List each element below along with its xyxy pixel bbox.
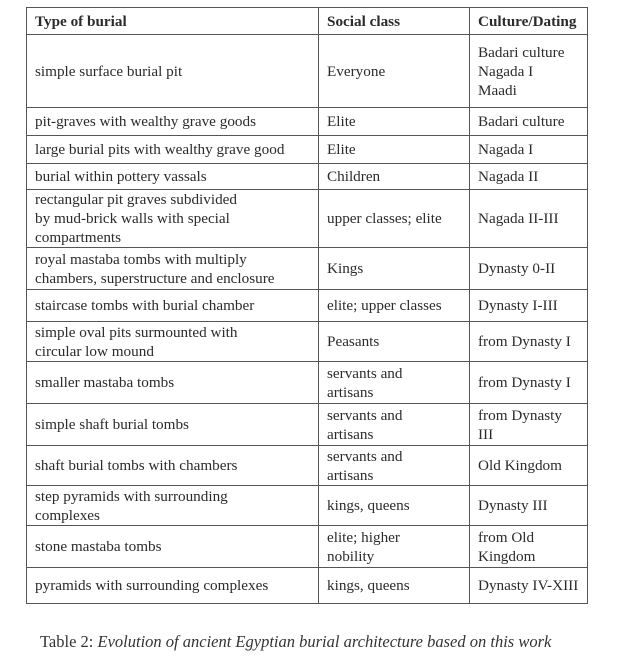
cell-type-of-burial-text: staircase tombs with burial chamber: [35, 297, 255, 314]
cell-culture-dating: [470, 446, 588, 486]
cell-culture-dating-text: from Dynasty I: [478, 374, 571, 391]
cell-type-of-burial: [27, 35, 319, 108]
cell-social-class: [319, 190, 470, 248]
cell-culture-dating-text: from Old Kingdom: [478, 528, 536, 565]
cell-culture-dating: [470, 248, 588, 290]
cell-culture-dating-text: Dynasty 0-II: [478, 260, 556, 277]
cell-type-of-burial: [27, 362, 319, 404]
cell-culture-dating: [470, 35, 588, 108]
cell-type-of-burial-text: pit-graves with wealthy grave goods: [35, 113, 257, 130]
cell-type-of-burial-text: shaft burial tombs with chambers: [35, 457, 238, 474]
cell-social-class: [319, 486, 470, 526]
cell-type-of-burial-text: step pyramids with surrounding complexes: [35, 487, 228, 524]
cell-social-class-text: Kings: [327, 260, 364, 277]
header-culture-dating: Culture/Dating: [470, 8, 588, 35]
cell-social-class-text: servants and artisans: [327, 447, 403, 484]
cell-culture-dating-text: Nagada II: [478, 168, 539, 185]
cell-culture-dating: [470, 190, 588, 248]
cell-social-class: [319, 290, 470, 322]
burial-table: [26, 7, 588, 604]
cell-culture-dating: [470, 404, 588, 446]
cell-social-class-text: Everyone: [327, 62, 386, 80]
table-body: [27, 35, 588, 604]
cell-social-class-text: elite; upper classes: [327, 297, 442, 314]
caption-label: Table 2:: [40, 632, 98, 651]
cell-type-of-burial: [27, 526, 319, 568]
cell-culture-dating: [470, 108, 588, 136]
cell-culture-dating-text: Badari culture: [478, 113, 565, 130]
cell-type-of-burial-text: burial within pottery vassals: [35, 168, 207, 185]
cell-culture-dating: [470, 290, 588, 322]
cell-social-class: [319, 248, 470, 290]
cell-culture-dating-text: from Dynasty III: [478, 406, 562, 443]
cell-social-class-text: elite; higher nobility: [327, 528, 400, 565]
cell-social-class-text: servants and artisans: [327, 406, 403, 443]
cell-type-of-burial-text: royal mastaba tombs with multiply chambers, superstructure and enclosure: [35, 250, 275, 287]
cell-type-of-burial-text: smaller mastaba tombs: [35, 374, 175, 391]
cell-type-of-burial-text: stone mastaba tombs: [35, 538, 162, 555]
cell-culture-dating-text: Dynasty IV-XIII: [478, 577, 579, 594]
cell-type-of-burial-text: rectangular pit graves subdivided by mud-brick walls with special compartments: [35, 191, 238, 246]
cell-culture-dating-text: Badari culture Nagada I Maadi: [478, 43, 565, 99]
cell-social-class: [319, 362, 470, 404]
cell-type-of-burial-text: large burial pits with wealthy grave good: [35, 141, 285, 158]
cell-social-class-text: Peasants: [327, 333, 380, 350]
header-social-class: Social class: [319, 8, 470, 35]
header-type-of-burial: Type of burial: [27, 8, 319, 35]
cell-social-class: [319, 108, 470, 136]
cell-culture-dating-text: Dynasty III: [478, 497, 548, 514]
cell-culture-dating: [470, 362, 588, 404]
cell-type-of-burial: [27, 290, 319, 322]
cell-type-of-burial: [27, 136, 319, 164]
table-row: [27, 136, 588, 164]
cell-type-of-burial: [27, 486, 319, 526]
table-row: [27, 404, 588, 446]
cell-type-of-burial: [27, 404, 319, 446]
table-row: [27, 35, 588, 108]
cell-social-class-text: kings, queens: [327, 577, 410, 594]
cell-social-class-text: Elite: [327, 141, 356, 158]
cell-culture-dating: [470, 526, 588, 568]
cell-culture-dating-text: Nagada I: [478, 141, 534, 158]
table-row: [27, 362, 588, 404]
cell-social-class: [319, 526, 470, 568]
cell-type-of-burial: [27, 248, 319, 290]
cell-social-class: [319, 322, 470, 362]
cell-type-of-burial: [27, 108, 319, 136]
cell-social-class: [319, 164, 470, 190]
cell-type-of-burial: [27, 190, 319, 248]
cell-culture-dating-text: from Dynasty I: [478, 333, 571, 350]
table-row: [27, 164, 588, 190]
cell-type-of-burial: [27, 164, 319, 190]
table-row: [27, 526, 588, 568]
cell-social-class: [319, 404, 470, 446]
cell-culture-dating: [470, 568, 588, 604]
table-caption: [40, 632, 600, 652]
table-row: [27, 568, 588, 604]
table-row: [27, 190, 588, 248]
table-row: [27, 486, 588, 526]
cell-social-class: [319, 568, 470, 604]
cell-social-class-text: Children: [327, 168, 381, 185]
cell-culture-dating: [470, 322, 588, 362]
table-row: [27, 290, 588, 322]
cell-social-class-text: upper classes; elite: [327, 210, 442, 227]
cell-type-of-burial-text: simple oval pits surmounted with circular low mound: [35, 323, 238, 360]
cell-social-class: [319, 446, 470, 486]
table-header-row: [27, 8, 588, 35]
table-row: [27, 322, 588, 362]
table-row: [27, 446, 588, 486]
cell-social-class-text: servants and artisans: [327, 364, 403, 401]
cell-culture-dating-text: Dynasty I-III: [478, 297, 558, 314]
cell-culture-dating-text: Nagada II-III: [478, 210, 559, 227]
cell-culture-dating: [470, 486, 588, 526]
cell-social-class-text: Elite: [327, 113, 356, 130]
cell-social-class: [319, 136, 470, 164]
cell-type-of-burial: [27, 322, 319, 362]
cell-type-of-burial-text: simple shaft burial tombs: [35, 416, 189, 433]
cell-culture-dating-text: Old Kingdom: [478, 457, 562, 474]
cell-type-of-burial: [27, 446, 319, 486]
cell-type-of-burial-text: pyramids with surrounding complexes: [35, 577, 269, 594]
cell-social-class: [319, 35, 470, 108]
table-row: [27, 108, 588, 136]
caption-text: Evolution of ancient Egyptian burial architecture based on this work: [97, 632, 552, 651]
table-row: [27, 248, 588, 290]
cell-culture-dating: [470, 164, 588, 190]
cell-social-class-text: kings, queens: [327, 497, 410, 514]
cell-type-of-burial: [27, 568, 319, 604]
cell-type-of-burial-text: simple surface burial pit: [35, 62, 183, 80]
cell-culture-dating: [470, 136, 588, 164]
